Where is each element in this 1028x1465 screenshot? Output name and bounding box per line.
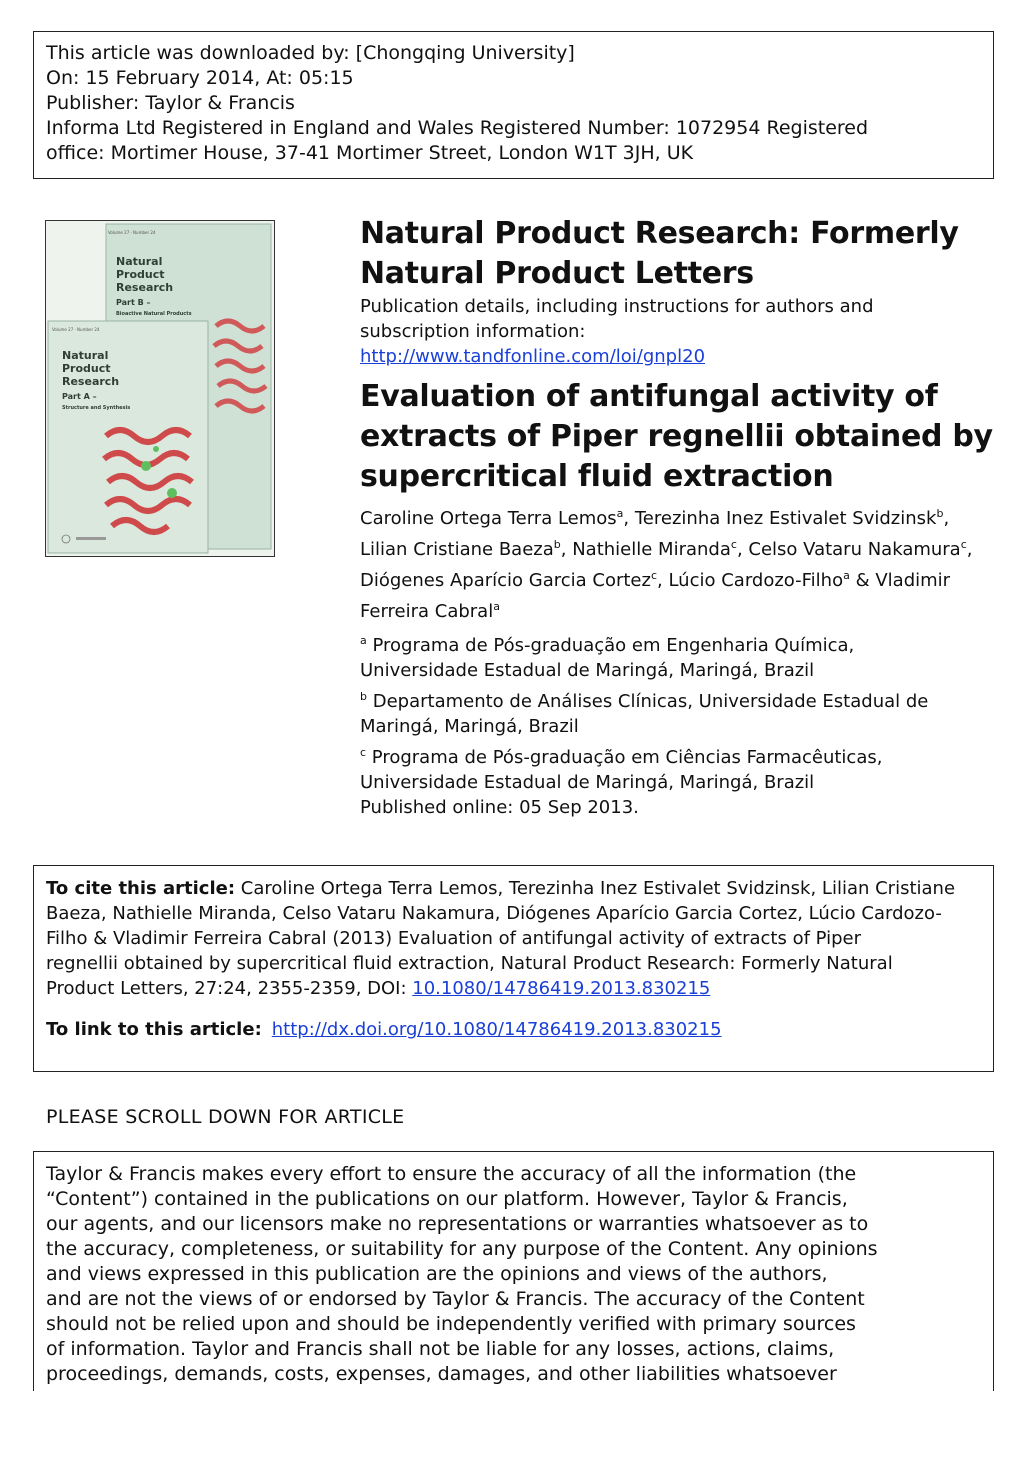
cover-back-title: Product bbox=[116, 268, 165, 281]
author-separator: , bbox=[657, 570, 669, 591]
affiliation-marker: c bbox=[360, 746, 367, 759]
citation-text bbox=[46, 876, 981, 1001]
doi-link[interactable]: 10.1080/14786419.2013.830215 bbox=[412, 978, 711, 999]
author-affiliation-marker: c bbox=[650, 569, 658, 582]
download-notice-line: Informa Ltd Registered in England and Wales Registered Number: 1072954 Registered bbox=[46, 117, 869, 139]
disclaimer-line: the accuracy, completeness, or suitability for any purpose of the Content. Any opinions bbox=[46, 1238, 878, 1260]
citation-line: regnellii obtained by supercritical fluid extraction, Natural Product Research: Formerly Natural bbox=[46, 953, 893, 974]
svg-text:Volume 27 · Number 24: Volume 27 · Number 24 bbox=[52, 327, 100, 332]
publication-details-line: Publication details, including instructions for authors and bbox=[360, 296, 874, 317]
author-affiliation-marker: c bbox=[960, 538, 967, 551]
author-name: Diógenes Aparício Garcia Cortez bbox=[360, 570, 651, 591]
affiliation-line: Programa de Pós-graduação em Ciências Farmacêuticas, bbox=[371, 747, 883, 768]
disclaimer-line: and are not the views of or endorsed by Taylor & Francis. The accuracy of the Content bbox=[46, 1288, 865, 1310]
journal-url-link[interactable]: http://www.tandfonline.com/loi/gnpl20 bbox=[360, 346, 706, 367]
affiliation-line: Programa de Pós-graduação em Engenharia Química, bbox=[372, 635, 855, 656]
article-link-row bbox=[46, 1017, 981, 1042]
author-separator: , bbox=[736, 539, 749, 560]
author-name: Nathielle Miranda bbox=[572, 539, 731, 560]
journal-title-line: Natural Product Letters bbox=[360, 256, 754, 291]
svg-text:Volume 27 · Number 24: Volume 27 · Number 24 bbox=[108, 230, 156, 235]
author-affiliation-marker: b bbox=[553, 538, 561, 551]
author-separator: , bbox=[623, 508, 635, 529]
journal-title-line: Natural Product Research: Formerly bbox=[360, 216, 959, 251]
affiliation-line: Universidade Estadual de Maringá, Maringá, Brazil bbox=[360, 772, 815, 793]
affiliation-line: Universidade Estadual de Maringá, Maringá, Brazil bbox=[360, 660, 815, 681]
cover-front-title: Structure and Synthesis bbox=[62, 405, 131, 411]
publication-details-line: subscription information: bbox=[360, 321, 586, 342]
cover-front-title: Research bbox=[62, 375, 120, 388]
author-name: Lúcio Cardozo-Filho bbox=[668, 570, 844, 591]
scroll-down-notice: PLEASE SCROLL DOWN FOR ARTICLE bbox=[46, 1106, 405, 1128]
citation-line: Filho & Vladimir Ferreira Cabral (2013) Evaluation of antifungal activity of extracts of Piper bbox=[46, 928, 862, 949]
author-separator: , bbox=[966, 539, 973, 560]
download-notice-line: On: 15 February 2014, At: 05:15 bbox=[46, 67, 354, 89]
author-name: Caroline Ortega Terra Lemos bbox=[360, 508, 617, 529]
published-date: Published online: 05 Sep 2013. bbox=[360, 797, 639, 818]
article-title bbox=[360, 377, 1000, 497]
disclaimer-line: and views expressed in this publication are the opinions and views of the authors, bbox=[46, 1263, 828, 1285]
article-link-label: To link to this article: bbox=[46, 1019, 262, 1040]
author-affiliation-marker: b bbox=[936, 507, 944, 520]
citation-line: Baeza, Nathielle Miranda, Celso Vataru Nakamura, Diógenes Aparício Garcia Cortez, Lúcio Cardozo- bbox=[46, 903, 942, 924]
author-affiliation-marker: a bbox=[493, 600, 500, 613]
journal-title bbox=[360, 214, 1000, 294]
article-title-line: extracts of Piper regnellii obtained by bbox=[360, 419, 993, 454]
publication-details bbox=[360, 294, 1000, 369]
author-affiliation-marker: a bbox=[616, 507, 624, 520]
cover-back-title: Part B – bbox=[116, 298, 151, 307]
cover-back-title: Research bbox=[116, 281, 174, 294]
affiliation-line: Departamento de Análises Clínicas, Universidade Estadual de bbox=[372, 691, 929, 712]
affiliation bbox=[360, 745, 1000, 795]
journal-cover-image bbox=[45, 220, 275, 557]
article-title-line: supercritical fluid extraction bbox=[360, 459, 834, 494]
citation-line: Caroline Ortega Terra Lemos, Terezinha Inez Estivalet Svidzinsk, Lilian Cristiane bbox=[240, 878, 956, 899]
affiliation-marker: a bbox=[360, 634, 367, 647]
cover-back-title: Bioactive Natural Products bbox=[116, 311, 192, 317]
author-name: Lilian Cristiane Baeza bbox=[360, 539, 554, 560]
cover-front-title: Natural bbox=[62, 349, 109, 362]
download-notice-line: Publisher: Taylor & Francis bbox=[46, 92, 295, 114]
citation-box bbox=[33, 865, 994, 1072]
cover-front-title: Product bbox=[62, 362, 111, 375]
disclaimer-line: Taylor & Francis makes every effort to ensure the accuracy of all the information (the bbox=[46, 1163, 857, 1185]
author-affiliation-marker: c bbox=[730, 538, 737, 551]
article-metadata bbox=[360, 214, 1000, 820]
disclaimer-line: our agents, and our licensors make no representations or warranties whatsoever as to bbox=[46, 1213, 869, 1235]
affiliation bbox=[360, 633, 1000, 683]
disclaimer-line: “Content”) contained in the publications on our platform. However, Taylor & Francis, bbox=[46, 1188, 848, 1210]
affiliation bbox=[360, 689, 1000, 739]
citation-label: To cite this article: bbox=[46, 878, 236, 899]
cover-front-title: Part A – bbox=[62, 392, 97, 401]
disclaimer-line: of information. Taylor and Francis shall not be liable for any losses, actions, claims, bbox=[46, 1338, 835, 1360]
author-name: Vladimir Ferreira Cabral bbox=[360, 570, 951, 622]
disclaimer-line: proceedings, demands, costs, expenses, damages, and other liabilities whatsoever bbox=[46, 1363, 837, 1385]
article-url-link[interactable]: http://dx.doi.org/10.1080/14786419.2013.830215 bbox=[271, 1019, 722, 1040]
article-title-line: Evaluation of antifungal activity of bbox=[360, 379, 938, 414]
disclaimer-box bbox=[33, 1151, 994, 1391]
affiliation-marker: b bbox=[360, 690, 367, 703]
cover-back-title: Natural bbox=[116, 255, 163, 268]
affiliation-line: Maringá, Maringá, Brazil bbox=[360, 716, 579, 737]
author-separator: , bbox=[943, 508, 950, 529]
download-notice-line: This article was downloaded by: [Chongqing University] bbox=[46, 42, 575, 64]
author-affiliation-marker: a bbox=[843, 569, 850, 582]
author-name: Terezinha Inez Estivalet Svidzinsk bbox=[634, 508, 937, 529]
author-list bbox=[360, 503, 1000, 627]
journal-cover-illustration bbox=[46, 221, 274, 556]
disclaimer-line: should not be relied upon and should be independently verified with primary sources bbox=[46, 1313, 856, 1335]
download-notice-box bbox=[33, 31, 994, 179]
author-name: Celso Vataru Nakamura bbox=[748, 539, 961, 560]
author-separator: , bbox=[560, 539, 573, 560]
citation-line: Product Letters, 27:24, 2355-2359, DOI: bbox=[46, 978, 413, 999]
author-separator: & bbox=[849, 570, 876, 591]
download-notice-line: office: Mortimer House, 37-41 Mortimer Street, London W1T 3JH, UK bbox=[46, 142, 694, 164]
